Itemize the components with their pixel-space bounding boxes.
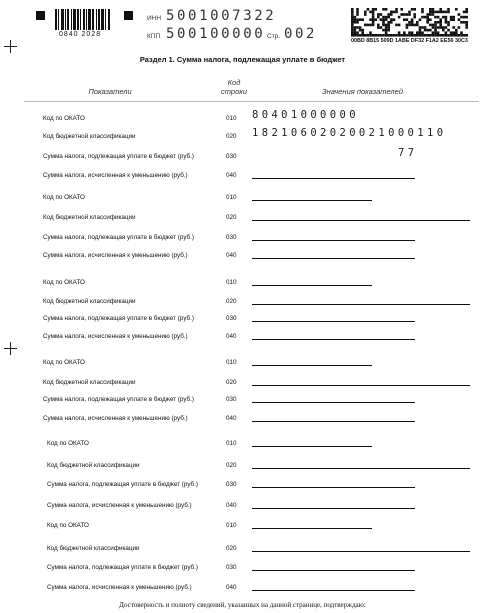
row-label-tax_reduce: Сумма налога, исчисленная к уменьшению (руб.) xyxy=(43,415,188,422)
crosshair-top xyxy=(4,40,17,53)
barcode-number: 0840 2028 xyxy=(59,31,102,38)
page-value: 002 xyxy=(284,26,318,42)
row-code: 020 xyxy=(226,298,237,305)
row-code: 010 xyxy=(226,279,237,286)
input-line-okato[interactable] xyxy=(252,285,372,286)
row-code: 040 xyxy=(226,502,237,509)
input-line-tax_reduce[interactable] xyxy=(252,508,415,509)
row-code: 020 xyxy=(226,214,237,221)
input-line-kbk[interactable] xyxy=(252,304,470,305)
row-code: 040 xyxy=(226,584,237,591)
datamatrix-barcode-icon xyxy=(351,8,468,37)
input-line-okato[interactable] xyxy=(252,200,372,201)
corner-marker-right xyxy=(124,11,133,20)
value-kbk[interactable]: 18210602020021000110 xyxy=(252,127,447,139)
row-label-tax_payable: Сумма налога, подлежащая уплате в бюджет (руб.) xyxy=(43,396,194,403)
input-line-okato[interactable] xyxy=(252,528,372,529)
row-label-okato: Код по ОКАТО xyxy=(43,279,85,286)
row-code: 010 xyxy=(226,115,237,122)
row-code: 020 xyxy=(226,462,237,469)
kpp-value: 500100000 xyxy=(166,26,266,42)
input-line-tax_payable[interactable] xyxy=(252,487,415,488)
row-label-tax_reduce: Сумма налога, исчисленная к уменьшению (руб.) xyxy=(43,333,188,340)
barcode-icon xyxy=(55,9,113,30)
row-label-kbk: Код бюджетной классификации xyxy=(43,298,136,305)
section-title: Раздел 1. Сумма налога, подлежащая уплате в бюджет xyxy=(139,55,346,64)
row-label-kbk: Код бюджетной классификации xyxy=(43,214,136,221)
row-label-tax_reduce: Сумма налога, исчисленная к уменьшению (руб.) xyxy=(43,172,188,179)
row-label-kbk: Код бюджетной классификации xyxy=(47,462,140,469)
input-line-tax_reduce[interactable] xyxy=(252,421,415,422)
row-code: 040 xyxy=(226,415,237,422)
row-label-tax_payable: Сумма налога, подлежащая уплате в бюджет (руб.) xyxy=(43,234,194,241)
row-code: 030 xyxy=(226,234,237,241)
row-label-okato: Код по ОКАТО xyxy=(43,359,85,366)
datamatrix-caption: 00BD 8B15 509D 1ABE DF32 F1A2 EE56 30C3 xyxy=(351,38,468,44)
row-code: 030 xyxy=(226,396,237,403)
input-line-tax_reduce[interactable] xyxy=(252,258,415,259)
row-code: 040 xyxy=(226,252,237,259)
page-label: Стр. xyxy=(267,33,281,40)
input-line-okato[interactable] xyxy=(252,365,372,366)
input-line-okato[interactable] xyxy=(252,446,372,447)
kpp-label: КПП xyxy=(147,33,161,40)
row-label-tax_payable: Сумма налога, подлежащая уплате в бюджет (руб.) xyxy=(43,315,194,322)
row-code: 030 xyxy=(226,564,237,571)
value-okato[interactable]: 80401000000 xyxy=(252,109,359,121)
row-label-tax_payable: Сумма налога, подлежащая уплате в бюджет (руб.) xyxy=(47,564,198,571)
col-header-indicators: Показатели xyxy=(88,87,132,96)
row-label-tax_reduce: Сумма налога, исчисленная к уменьшению (руб.) xyxy=(43,252,188,259)
header-divider xyxy=(24,101,479,102)
col-header-code-line1: Код xyxy=(227,78,241,87)
row-code: 020 xyxy=(226,379,237,386)
input-line-tax_reduce[interactable] xyxy=(252,339,415,340)
row-code: 010 xyxy=(226,194,237,201)
input-line-kbk[interactable] xyxy=(252,220,470,221)
row-code: 010 xyxy=(226,522,237,529)
input-line-tax_payable[interactable] xyxy=(252,321,415,322)
row-code: 010 xyxy=(226,440,237,447)
input-line-tax_payable[interactable] xyxy=(252,570,415,571)
row-label-okato: Код по ОКАТО xyxy=(47,522,89,529)
row-code: 020 xyxy=(226,545,237,552)
input-line-kbk[interactable] xyxy=(252,551,470,552)
row-label-tax_reduce: Сумма налога, исчисленная к уменьшению (руб.) xyxy=(47,584,192,591)
row-code: 010 xyxy=(226,359,237,366)
row-label-kbk: Код бюджетной классификации xyxy=(43,133,136,140)
input-line-kbk[interactable] xyxy=(252,468,470,469)
row-label-okato: Код по ОКАТО xyxy=(43,194,85,201)
inn-value: 5001007322 xyxy=(166,8,277,24)
input-line-kbk[interactable] xyxy=(252,385,470,386)
row-label-tax_reduce: Сумма налога, исчисленная к уменьшению (руб.) xyxy=(47,502,192,509)
row-code: 040 xyxy=(226,333,237,340)
inn-label: ИНН xyxy=(147,15,162,22)
row-code: 030 xyxy=(226,153,237,160)
footer-statement: Достоверность и полноту сведений, указанных на данной странице, подтверждаю: xyxy=(119,601,366,609)
input-line-tax_payable[interactable] xyxy=(252,402,415,403)
row-label-tax_payable: Сумма налога, подлежащая уплате в бюджет (руб.) xyxy=(43,153,194,160)
row-code: 030 xyxy=(226,315,237,322)
row-label-tax_payable: Сумма налога, подлежащая уплате в бюджет (руб.) xyxy=(47,481,198,488)
row-label-okato: Код по ОКАТО xyxy=(47,440,89,447)
row-code: 040 xyxy=(226,172,237,179)
crosshair-middle xyxy=(4,342,17,355)
input-line-tax_payable[interactable] xyxy=(252,240,415,241)
row-label-kbk: Код бюджетной классификации xyxy=(47,545,140,552)
row-label-okato: Код по ОКАТО xyxy=(43,115,85,122)
value-tax_payable[interactable]: 77 xyxy=(398,147,418,159)
input-line-tax_reduce[interactable] xyxy=(252,590,415,591)
col-header-code-line2: строки xyxy=(221,87,247,96)
row-code: 030 xyxy=(226,481,237,488)
input-line-tax_reduce[interactable] xyxy=(252,178,415,179)
col-header-values: Значения показателей xyxy=(321,87,403,96)
row-code: 020 xyxy=(226,133,237,140)
corner-marker-left xyxy=(36,11,45,20)
row-label-kbk: Код бюджетной классификации xyxy=(43,379,136,386)
